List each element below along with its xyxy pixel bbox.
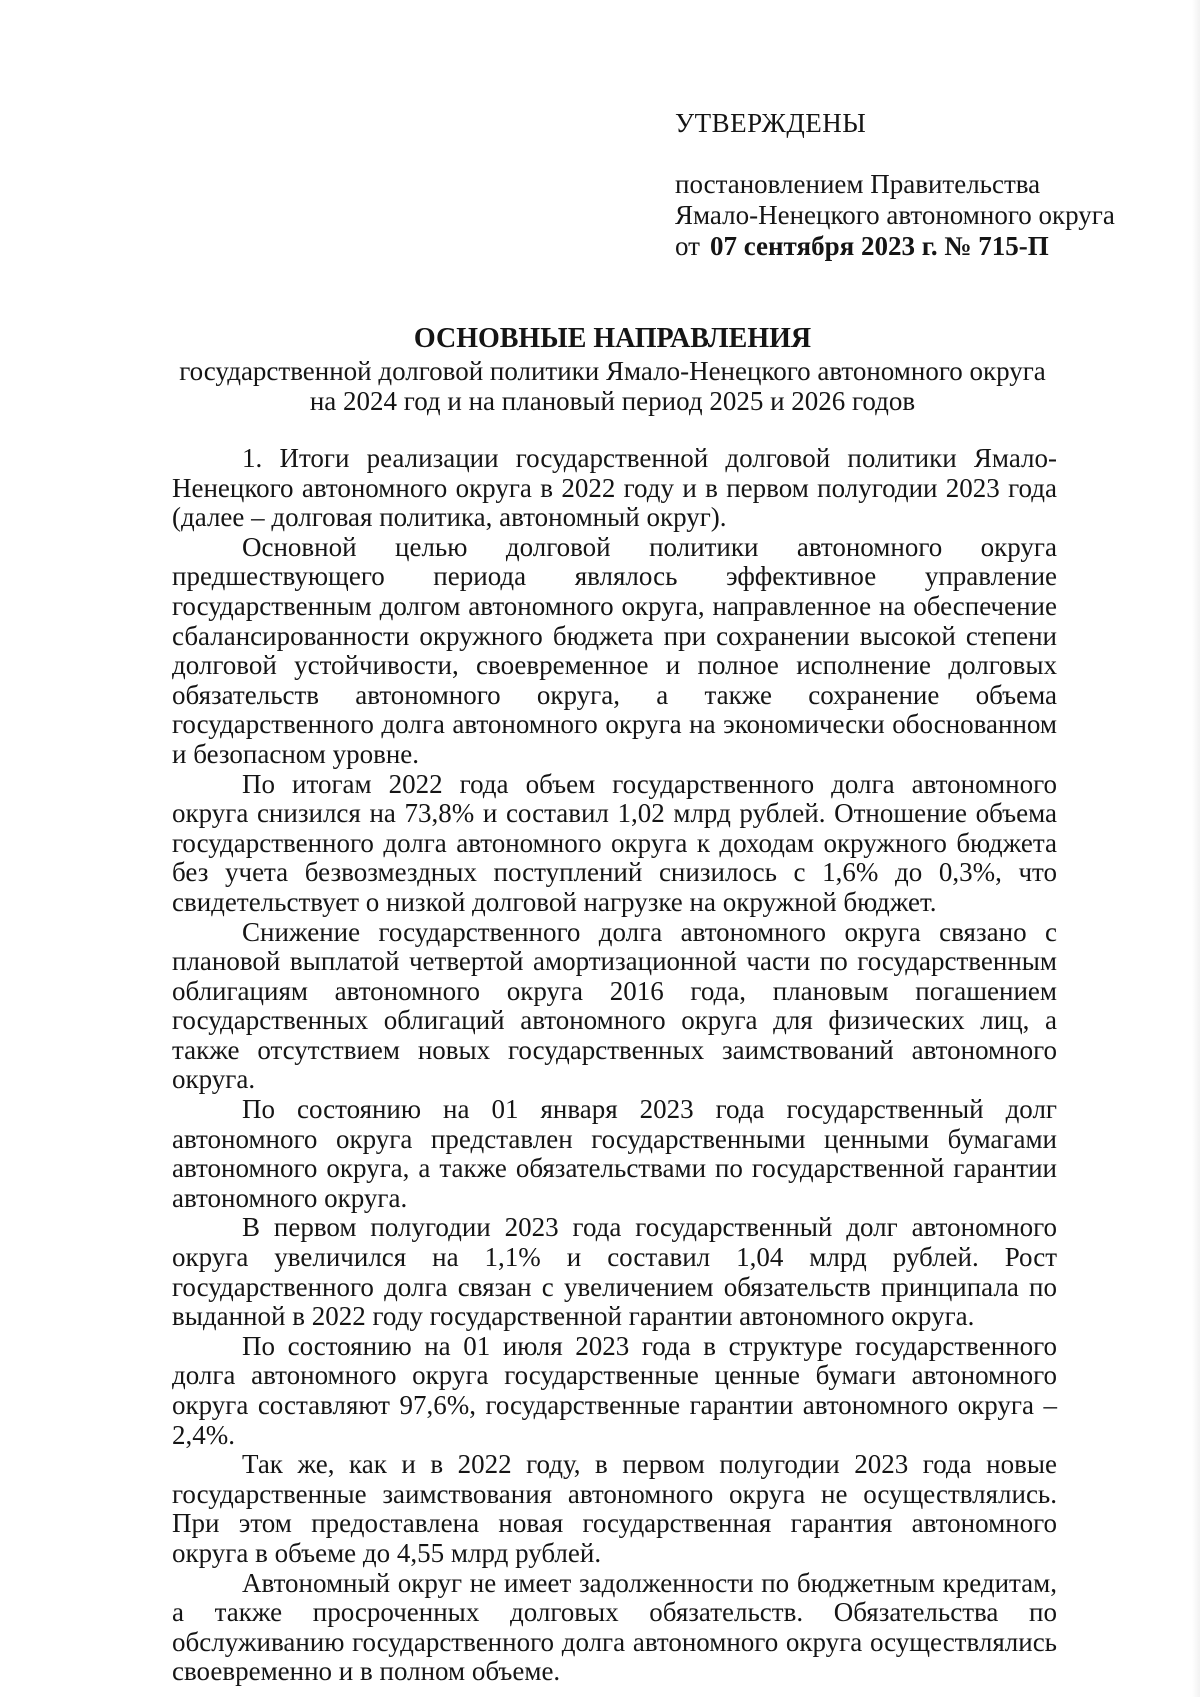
document-subtitle-line-1: государственной долговой политики Ямало-Ненецкого автономного округа [179, 356, 1046, 386]
approval-line-region: Ямало-Ненецкого автономного округа [675, 200, 1115, 230]
document-subtitle-line-2: на 2024 год и на плановый период 2025 и 2026 годов [309, 386, 916, 416]
paragraph: По состоянию на 01 июля 2023 года в структуре государственного долга автономного округа государственные ценные бумаги автономного округа составляют 97,6%, государственные гарантии автономного округа – 2,4%. [172, 1330, 1057, 1450]
approval-block [675, 108, 1145, 262]
paragraph: Основной целью долговой политики автономного округа предшествующего периода являлось эффективное управление государственным долгом автономного округа, направленное на обеспечение сбалансированности окружного бюджета при сохранении высокой степени долговой устойчивости, своевременное и полное исполнение долговых обязательств автономного округа, а также сохранение объема государственного долга автономного округа на экономически обоснованном и безопасном уровне. [172, 531, 1057, 769]
document-title-block [170, 322, 1055, 416]
paragraph: 1. Итоги реализации государственной долговой политики Ямало-Ненецкого автономного округа в 2022 году и в первом полугодии 2023 года (далее – долговая политика, автономный округ). [172, 443, 1057, 533]
paragraph: Автономный округ не имеет задолженности по бюджетным кредитам, а также просроченных долговых обязательств. Обязательства по обслуживанию государственного долга автономного округа осуществлялись своевременно и в полном объеме. [172, 1567, 1057, 1687]
paragraph: В первом полугодии 2023 года государственный долг автономного округа увеличился на 1,1% и составил 1,04 млрд рублей. Рост государственного долга связан с увеличением обязательств принципала по выданной в 2022 году государственной гарантии автономного округа. [172, 1212, 1057, 1332]
paragraph: Снижение государственного долга автономного округа связано с плановой выплатой четвертой амортизационной части по государственным облигациям автономного округа 2016 года, плановым погашением государственных облигаций автономного округа для физических лиц, а также отсутствием новых государственных заимствований автономного округа. [172, 916, 1057, 1095]
document-title: ОСНОВНЫЕ НАПРАВЛЕНИЯ [413, 323, 812, 354]
approval-date-line [675, 231, 1145, 262]
page-edge-shadow [1192, 0, 1200, 1697]
approval-date-prefix: от [675, 231, 700, 261]
approval-line-resolution: постановлением Правительства [675, 169, 1041, 199]
document-body [172, 444, 1057, 1687]
approved-label: УТВЕРЖДЕНЫ [675, 108, 867, 138]
paragraph: Так же, как и в 2022 году, в первом полугодии 2023 года новые государственные заимствования автономного округа не осуществлялись. При этом предоставлена новая государственная гарантия автономного округа в объеме до 4,55 млрд рублей. [172, 1449, 1057, 1568]
paragraph: По состоянию на 01 января 2023 года государственный долг автономного округа представлен государственными ценными бумагами автономного округа, а также обязательствами по государственной гарантии автономного округа. [172, 1094, 1057, 1213]
approval-date: 07 сентября 2023 г. № 715-П [709, 231, 1049, 261]
paragraph: По итогам 2022 года объем государственного долга автономного округа снизился на 73,8% и составил 1,02 млрд рублей. Отношение объема государственного долга автономного округа к доходам окружного бюджета без учета безвозмездных поступлений снизилось с 1,6% до 0,3%, что свидетельствует о низкой долговой нагрузке на окружной бюджет. [172, 768, 1057, 917]
